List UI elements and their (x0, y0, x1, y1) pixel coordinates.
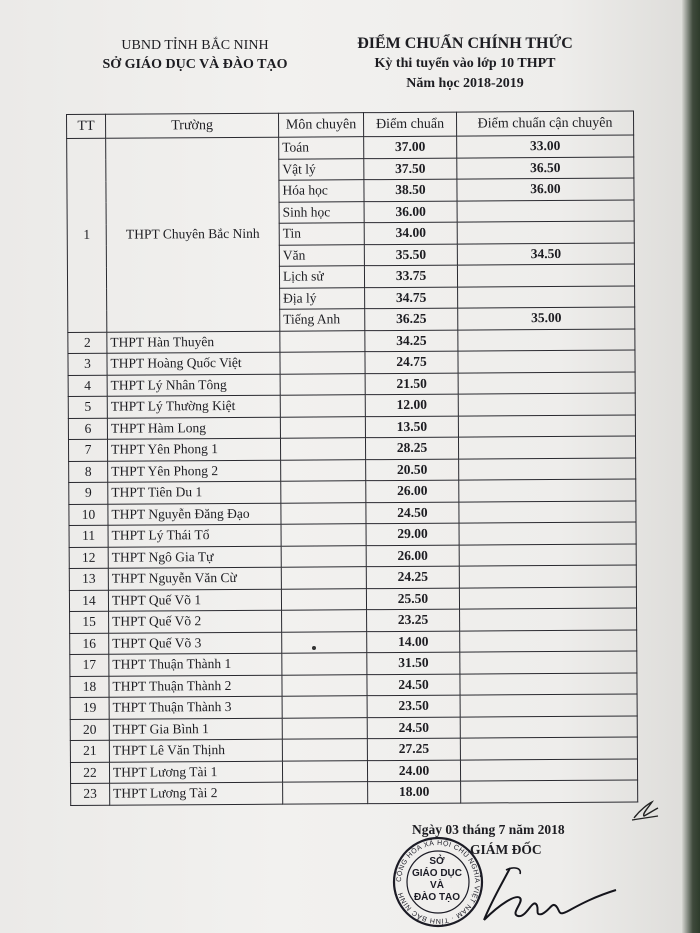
subject-name (282, 653, 367, 675)
signing-date: Ngày 03 tháng 7 năm 2018 (412, 822, 565, 837)
row-number: 2 (68, 332, 107, 354)
near-specialized-score (460, 694, 637, 717)
cutoff-score: 29.00 (366, 523, 459, 545)
subject-name (281, 481, 366, 503)
near-specialized-score (459, 522, 636, 545)
school-name: THPT Chuyên Bắc Ninh (106, 137, 280, 332)
table-header-row (67, 111, 634, 138)
issuing-authority-block (70, 36, 320, 74)
subject-name (282, 631, 367, 653)
cutoff-score: 34.25 (365, 330, 458, 352)
subject-name (282, 717, 367, 739)
cutoff-score: 34.00 (364, 222, 457, 244)
header-score: Điểm chuẩn (363, 112, 456, 137)
school-name: THPT Nguyễn Văn Cừ (108, 567, 281, 590)
subject-name (280, 416, 365, 438)
cutoff-score: 24.50 (366, 502, 459, 524)
row-number: 15 (70, 611, 109, 633)
subject-name: Tin (279, 223, 364, 245)
near-specialized-score (459, 565, 636, 588)
row-number: 10 (69, 504, 108, 526)
school-name: THPT Hoàng Quốc Việt (107, 352, 280, 375)
near-specialized-score (457, 200, 634, 223)
subject-name (280, 330, 365, 352)
school-name: THPT Thuận Thành 2 (109, 675, 282, 698)
subject-name: Tiếng Anh (280, 309, 365, 331)
subject-name (280, 373, 365, 395)
header-school: Trường (106, 113, 279, 138)
row-number: 14 (69, 590, 108, 612)
subject-name: Lịch sử (279, 266, 364, 288)
row-number: 8 (69, 461, 108, 483)
cutoff-score: 21.50 (365, 373, 458, 395)
subject-name: Văn (279, 244, 364, 266)
cutoff-score: 35.50 (364, 244, 457, 266)
subject-name: Toán (279, 137, 364, 159)
row-number: 20 (70, 719, 109, 741)
near-specialized-score: 36.50 (457, 157, 634, 180)
subject-name (282, 696, 367, 718)
cutoff-score: 24.50 (367, 674, 460, 696)
subject-name (281, 567, 366, 589)
subject-name (282, 674, 367, 696)
row-number: 21 (70, 740, 109, 762)
school-name: THPT Quế Võ 3 (109, 632, 282, 655)
ink-speck (312, 646, 316, 650)
near-specialized-score (459, 501, 636, 524)
cutoff-score: 23.50 (367, 695, 460, 717)
school-name: THPT Yên Phong 2 (108, 460, 281, 483)
subject-name: Vật lý (279, 158, 364, 180)
near-specialized-score: 36.00 (457, 178, 634, 201)
subject-name (281, 502, 366, 524)
header-tt: TT (67, 114, 106, 138)
document-subtitle: Kỳ thi tuyển vào lớp 10 THPT (374, 56, 556, 71)
cutoff-score: 36.00 (364, 201, 457, 223)
document-title: ĐIỂM CHUẨN CHÍNH THỨC (357, 35, 573, 52)
row-number: 12 (69, 547, 108, 569)
cutoff-score: 13.50 (365, 416, 458, 438)
near-specialized-score (459, 544, 636, 567)
near-specialized-score (457, 221, 634, 244)
initial-mark-icon (628, 796, 662, 824)
header-near-score: Điểm chuẩn cận chuyên (456, 111, 633, 136)
near-specialized-score (458, 286, 635, 309)
row-number: 3 (68, 353, 107, 375)
header-subject: Môn chuyên (278, 113, 363, 138)
school-name: THPT Lý Thái Tổ (108, 524, 281, 547)
near-specialized-score (460, 651, 637, 674)
near-specialized-score (458, 329, 635, 352)
page-edge-background (682, 0, 700, 933)
seal-line-2: GIÁO DỤC (412, 868, 462, 879)
school-name: THPT Ngô Gia Tự (108, 546, 281, 569)
near-specialized-score (458, 415, 635, 438)
subject-name (283, 782, 368, 804)
cutoff-score: 33.75 (364, 265, 457, 287)
school-name: THPT Lương Tài 1 (109, 761, 282, 784)
admission-scores-table (66, 111, 638, 806)
seal-line-1: SỞ (429, 856, 445, 867)
near-specialized-score: 33.00 (457, 135, 634, 158)
seal-ring-text: CỘNG HÒA XÃ HỘI CHỦ NGHĨA VIỆT NAM · TỈNH BẮC NINH (395, 839, 481, 925)
subject-name (281, 588, 366, 610)
near-specialized-score (460, 608, 637, 631)
subject-name (280, 352, 365, 374)
school-name: THPT Tiên Du 1 (108, 481, 281, 504)
subject-name: Địa lý (280, 287, 365, 309)
cutoff-score: 14.00 (367, 631, 460, 653)
cutoff-score: 24.25 (366, 566, 459, 588)
school-year: Năm học 2018-2019 (406, 76, 524, 91)
school-name: THPT Hàm Long (107, 417, 280, 440)
near-specialized-score: 34.50 (457, 243, 634, 266)
school-name: THPT Lý Thường Kiệt (107, 395, 280, 418)
cutoff-score: 26.00 (366, 480, 459, 502)
subject-name: Hóa học (279, 180, 364, 202)
school-name: THPT Gia Bình 1 (109, 718, 282, 741)
row-number: 4 (68, 375, 107, 397)
cutoff-score: 38.50 (364, 179, 457, 201)
row-number: 1 (67, 138, 107, 332)
near-specialized-score (461, 780, 638, 803)
specialized-subject-row (67, 135, 634, 160)
row-number: 19 (70, 697, 109, 719)
cutoff-score: 27.25 (367, 738, 460, 760)
school-name: THPT Nguyễn Đăng Đạo (108, 503, 281, 526)
row-number: 23 (71, 783, 110, 805)
near-specialized-score (460, 716, 637, 739)
cutoff-score: 23.25 (367, 609, 460, 631)
subject-name (281, 459, 366, 481)
row-number: 11 (69, 525, 108, 547)
school-name: THPT Yên Phong 1 (107, 438, 280, 461)
subject-name (281, 524, 366, 546)
school-name: THPT Hàn Thuyên (107, 331, 280, 354)
authority-line-2: SỞ GIÁO DỤC VÀ ĐÀO TẠO (102, 57, 288, 72)
signer-title: GIÁM ĐỐC (470, 842, 542, 857)
cutoff-score: 36.25 (365, 308, 458, 330)
near-specialized-score (459, 587, 636, 610)
row-number: 17 (70, 654, 109, 676)
near-specialized-score (458, 393, 635, 416)
row-number: 7 (68, 439, 107, 461)
row-number: 18 (70, 676, 109, 698)
cutoff-score: 26.00 (366, 545, 459, 567)
cutoff-score: 12.00 (365, 394, 458, 416)
cutoff-score: 37.50 (364, 158, 457, 180)
seal-line-3: VÀ (430, 880, 444, 891)
cutoff-score: 24.75 (365, 351, 458, 373)
school-name: THPT Lý Nhân Tông (107, 374, 280, 397)
near-specialized-score (458, 350, 635, 373)
subject-name (282, 739, 367, 761)
near-specialized-score (460, 630, 637, 653)
table-row (71, 780, 638, 805)
row-number: 22 (70, 762, 109, 784)
cutoff-score: 28.25 (365, 437, 458, 459)
subject-name (282, 760, 367, 782)
near-specialized-score (460, 673, 637, 696)
subject-name (282, 610, 367, 632)
row-number: 6 (68, 418, 107, 440)
subject-name (280, 395, 365, 417)
cutoff-score: 31.50 (367, 652, 460, 674)
cutoff-score: 24.50 (367, 717, 460, 739)
near-specialized-score (458, 436, 635, 459)
row-number: 13 (69, 568, 108, 590)
school-name: THPT Thuận Thành 3 (109, 696, 282, 719)
near-specialized-score: 35.00 (458, 307, 635, 330)
cutoff-score: 24.00 (367, 760, 460, 782)
school-name: THPT Quế Võ 1 (108, 589, 281, 612)
subject-name (281, 545, 366, 567)
near-specialized-score (458, 372, 635, 395)
row-number: 9 (69, 482, 108, 504)
seal-line-4: ĐÀO TẠO (413, 892, 461, 903)
near-specialized-score (459, 458, 636, 481)
near-specialized-score (460, 759, 637, 782)
near-specialized-score (457, 264, 634, 287)
cutoff-score: 25.50 (366, 588, 459, 610)
cutoff-score: 37.00 (364, 136, 457, 158)
school-name: THPT Quế Võ 2 (109, 610, 282, 633)
row-number: 5 (68, 396, 107, 418)
near-specialized-score (459, 479, 636, 502)
subject-name (280, 438, 365, 460)
seal-center-text (402, 856, 472, 904)
authority-line-1: UBND TỈNH BẮC NINH (121, 38, 269, 53)
near-specialized-score (460, 737, 637, 760)
director-signature-icon (470, 860, 620, 930)
cutoff-score: 34.75 (365, 287, 458, 309)
cutoff-score: 20.50 (366, 459, 459, 481)
subject-name: Sinh học (279, 201, 364, 223)
school-name: THPT Lương Tài 2 (110, 782, 283, 805)
school-name: THPT Thuận Thành 1 (109, 653, 282, 676)
document-title-block (330, 34, 600, 94)
school-name: THPT Lê Văn Thịnh (109, 739, 282, 762)
cutoff-score: 18.00 (368, 781, 461, 803)
row-number: 16 (70, 633, 109, 655)
